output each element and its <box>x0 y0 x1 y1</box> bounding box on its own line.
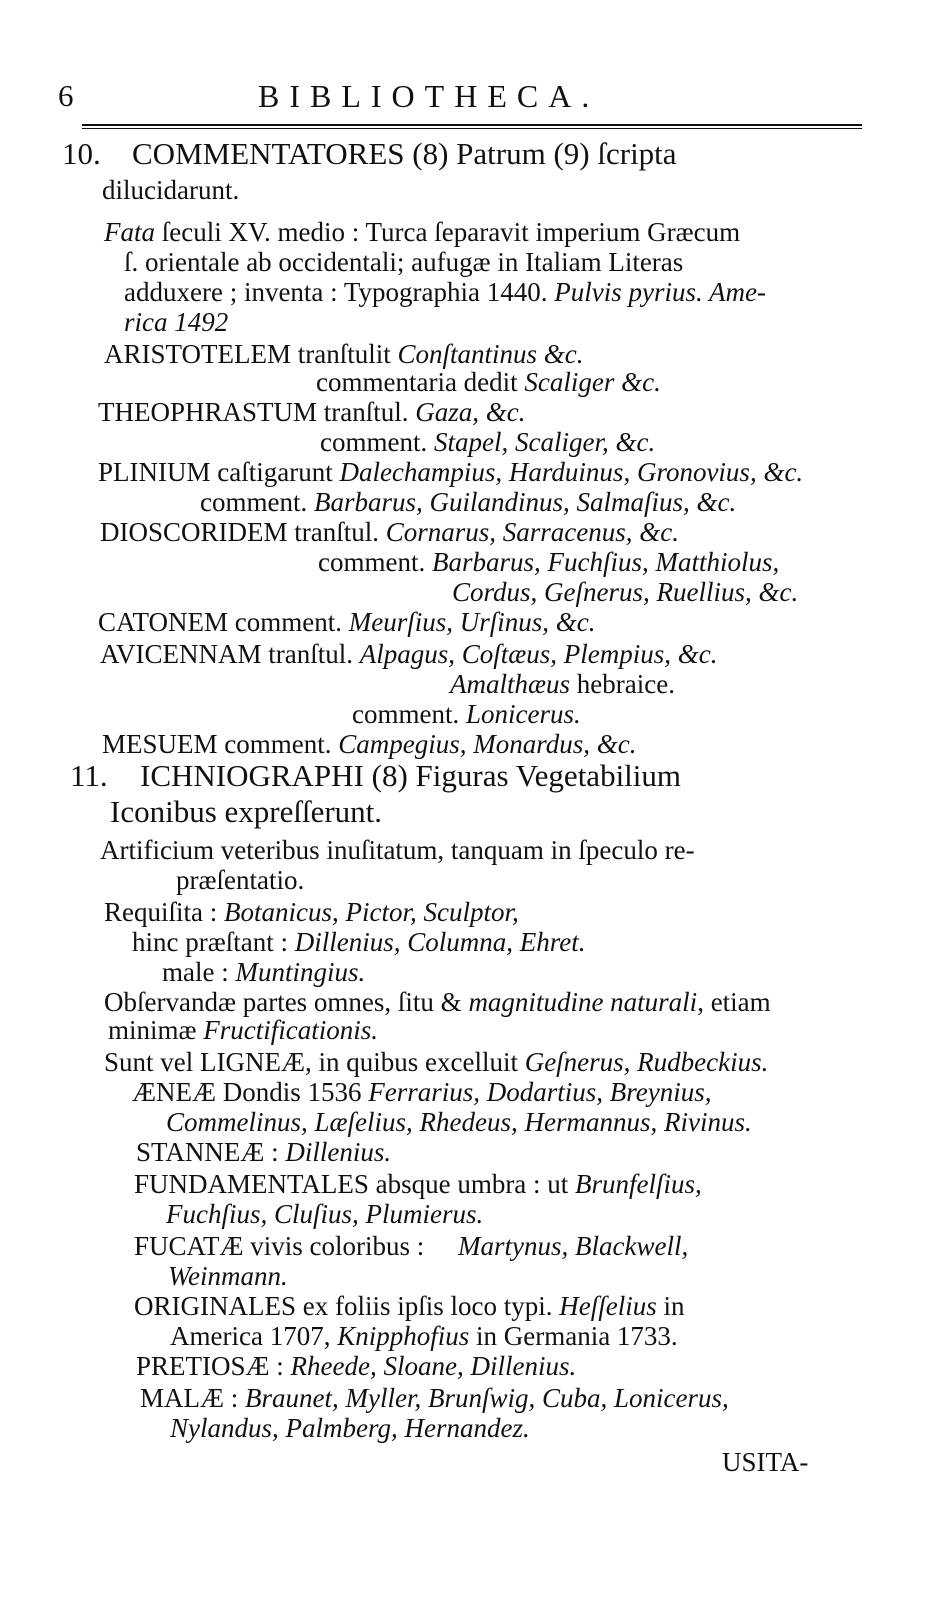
dioscorides-line-3: Cordus, Geſnerus, Ruellius, &c. <box>452 577 799 607</box>
theophrastus-line-1: THEOPHRASTUM tranſtul. Gaza, &c. <box>98 397 526 427</box>
pretiosae-line-1: PRETIOSÆ : Rheede, Sloane, Dillenius. <box>136 1351 577 1381</box>
originales-line-2: America 1707, Knipphofius in Germania 1733. <box>170 1321 678 1351</box>
sunt-line-1: Sunt vel LIGNEÆ, in quibus excelluit Geſnerus, Rudbeckius. <box>104 1047 769 1077</box>
fundamentales-line-1: FUNDAMENTALES absque umbra : ut Brunfelſius, <box>134 1169 702 1199</box>
theophrastus-line-2: comment. Stapel, Scaliger, &c. <box>320 427 656 457</box>
artificium-line-2: præſentatio. <box>176 865 305 895</box>
malae-line-1: MALÆ : Braunet, Myller, Brunſwig, Cuba, Lonicerus, <box>140 1383 729 1413</box>
section-10-title-cont: dilucidarunt. <box>102 175 240 205</box>
fata-line-3: adduxere ; inventa : Typographia 1440. Pulvis pyrius. Ame- <box>124 277 766 307</box>
page-number: 6 <box>58 78 74 113</box>
header-rule <box>82 124 862 126</box>
fata-line-4: rica 1492 <box>124 307 229 337</box>
requisita-line-1: Requiſita : Botanicus, Pictor, Sculptor, <box>104 897 519 927</box>
malae-line-2: Nylandus, Palmberg, Hernandez. <box>170 1413 530 1443</box>
catchword: USITA- <box>722 1447 809 1477</box>
avicenna-line-1: AVICENNAM tranſtul. Alpagus, Coſtæus, Plempius, &c. <box>100 639 718 669</box>
running-title: BIBLIOTHECA. <box>258 78 600 114</box>
section-11-title-cont: Iconibus expreſſerunt. <box>110 794 383 829</box>
stanneae-line-1: STANNEÆ : Dillenius. <box>136 1137 392 1167</box>
cato-line-1: CATONEM comment. Meurſius, Urſinus, &c. <box>98 607 596 637</box>
section-10-number: 10. <box>62 136 101 171</box>
section-11-title: ICHNIOGRAPHI (8) Figuras Vegetabilium <box>140 758 682 793</box>
observandae-line-2: minimæ Fructificationis. <box>108 1015 379 1045</box>
plinius-line-2: comment. Barbarus, Guilandinus, Salmaſius, &c. <box>200 487 737 517</box>
requisita-line-3: male : Muntingius. <box>162 957 366 987</box>
fucatae-line-2: Weinmann. <box>168 1261 288 1291</box>
aristoteles-line-2: commentaria dedit Scaliger &c. <box>316 367 661 397</box>
fata-line-2: ſ. orientale ab occidentali; aufugæ in Italiam Literas <box>124 247 684 277</box>
observandae-line-1: Obſervandæ partes omnes, ſitu & magnitudine naturali, etiam <box>104 987 771 1017</box>
aeneae-line-1: ÆNEÆ Dondis 1536 Ferrarius, Dodartius, Breynius, <box>132 1077 712 1107</box>
requisita-line-2: hinc præſtant : Dillenius, Columna, Ehret. <box>132 927 586 957</box>
dioscorides-line-2: comment. Barbarus, Fuchſius, Matthiolus, <box>318 547 780 577</box>
mesue-line-1: MESUEM comment. Campegius, Monardus, &c. <box>102 729 637 759</box>
header-rule-thin <box>82 128 862 129</box>
originales-line-1: ORIGINALES ex foliis ipſis loco typi. Heſſelius in <box>134 1291 685 1321</box>
plinius-line-1: PLINIUM caſtigarunt Dalechampius, Harduinus, Gronovius, &c. <box>98 457 804 487</box>
avicenna-line-3: comment. Lonicerus. <box>352 699 581 729</box>
artificium-line-1: Artificium veteribus inuſitatum, tanquam in ſpeculo re- <box>100 835 695 865</box>
fata-line-1: Fata ſeculi XV. medio : Turca ſeparavit imperium Græcum <box>104 217 741 247</box>
avicenna-line-2: Amalthæus hebraice. <box>450 669 675 699</box>
aeneae-line-2: Commelinus, Læſelius, Rhedeus, Hermannus, Rivinus. <box>166 1107 752 1137</box>
dioscorides-line-1: DIOSCORIDEM tranſtul. Cornarus, Sarracenus, &c. <box>100 517 680 547</box>
section-10-title: COMMENTATORES (8) Patrum (9) ſcripta <box>132 136 677 171</box>
aristoteles-line-1: ARISTOTELEM tranſtulit Conſtantinus &c. <box>104 339 584 369</box>
fundamentales-line-2: Fuchſius, Cluſius, Plumierus. <box>166 1199 484 1229</box>
section-11-number: 11. <box>70 758 108 793</box>
fucatae-line-1: FUCATÆ vivis coloribus : Martynus, Blackwell, <box>134 1231 689 1261</box>
